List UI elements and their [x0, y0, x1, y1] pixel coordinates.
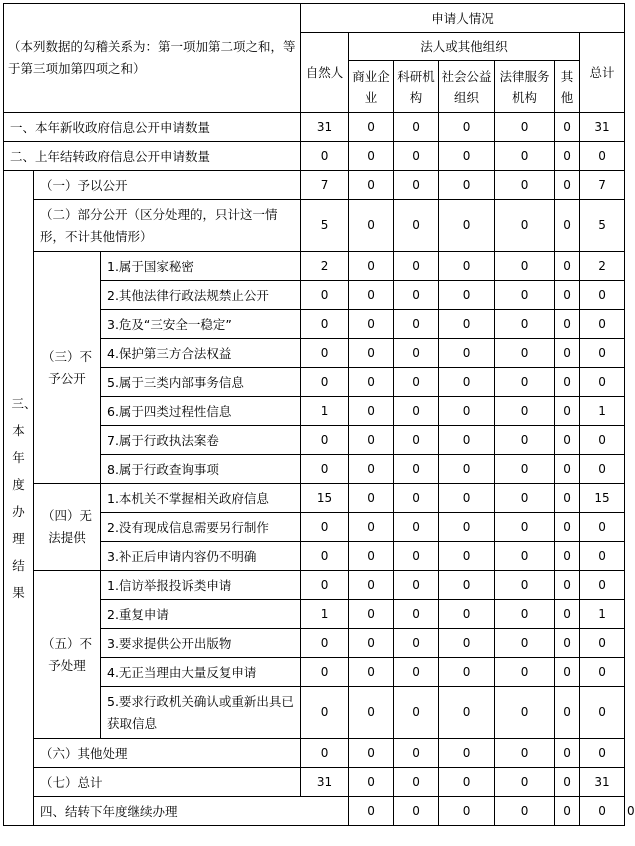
section-3-text: 三、本年度办理结果: [11, 396, 37, 600]
table-row: [4, 113, 625, 142]
row-label: 5.要求行政机关确认或重新出具已获取信息: [101, 687, 301, 739]
cell: 0: [439, 171, 495, 200]
cell: 0: [394, 142, 439, 171]
cell: 0: [555, 513, 580, 542]
cell: 0: [349, 339, 394, 368]
cell: 0: [301, 658, 349, 687]
cell: 0: [495, 113, 555, 142]
group-label: （五）不予处理: [34, 571, 101, 739]
row-label: （一）予以公开: [34, 171, 301, 200]
cell: 0: [495, 171, 555, 200]
cell: 0: [555, 368, 580, 397]
cell: 0: [555, 310, 580, 339]
cell: 0: [301, 739, 349, 768]
cell: 0: [349, 142, 394, 171]
cell: 0: [580, 797, 625, 826]
col-header-1: 科研机构: [394, 61, 439, 113]
row-label: 7.属于行政执法案卷: [101, 426, 301, 455]
cell: 0: [580, 739, 625, 768]
row-label: 3.危及“三安全一稳定”: [101, 310, 301, 339]
cell: 0: [495, 426, 555, 455]
row-label: 一、本年新收政府信息公开申请数量: [4, 113, 301, 142]
cell: 0: [580, 542, 625, 571]
cell: 0: [394, 797, 439, 826]
cell: 0: [301, 368, 349, 397]
cell: 31: [580, 113, 625, 142]
cell: 0: [301, 142, 349, 171]
row-label: 2.没有现成信息需要另行制作: [101, 513, 301, 542]
cell: 0: [439, 281, 495, 310]
cell: 0: [439, 339, 495, 368]
row-label: 1.信访举报投诉类申请: [101, 571, 301, 600]
cell: 0: [555, 739, 580, 768]
cell: 0: [495, 658, 555, 687]
cell: 5: [301, 200, 349, 252]
cell: 0: [349, 200, 394, 252]
row-label: （二）部分公开（区分处理的，只计这一情形，不计其他情形）: [34, 200, 301, 252]
cell: 0: [301, 281, 349, 310]
cell: 0: [580, 368, 625, 397]
table-row: [4, 142, 625, 171]
cell: 0: [495, 455, 555, 484]
cell: 0: [301, 542, 349, 571]
row-label: 2.重复申请: [101, 600, 301, 629]
table-row: [4, 252, 625, 281]
cell: 0: [394, 455, 439, 484]
cell: 0: [580, 142, 625, 171]
table-row: 四、结转下年度继续办理 0 0 0 0 0 0 0: [4, 797, 625, 826]
cell: 0: [439, 739, 495, 768]
cell: 0: [439, 397, 495, 426]
cell: 0: [555, 339, 580, 368]
cell: 0: [349, 571, 394, 600]
cell: 1: [580, 600, 625, 629]
cell: 0: [580, 281, 625, 310]
cell: 0: [349, 455, 394, 484]
row-label: 1.本机关不掌握相关政府信息: [101, 484, 301, 513]
cell: 0: [495, 629, 555, 658]
cell: 0: [301, 426, 349, 455]
applicant-header: 申请人情况: [301, 4, 625, 33]
cell: 0: [394, 310, 439, 339]
cell: 0: [439, 768, 495, 797]
cell: 0: [394, 113, 439, 142]
cell: 0: [555, 658, 580, 687]
cell: 0: [439, 252, 495, 281]
cell: 0: [301, 310, 349, 339]
cell: 0: [555, 687, 580, 739]
cell: 0: [439, 687, 495, 739]
cell: 0: [555, 281, 580, 310]
row-label: 3.要求提供公开出版物: [101, 629, 301, 658]
cell: 0: [555, 542, 580, 571]
cell: 0: [555, 252, 580, 281]
row-label: 5.属于三类内部事务信息: [101, 368, 301, 397]
cell: 0: [555, 455, 580, 484]
cell: 0: [555, 397, 580, 426]
cell: 0: [495, 739, 555, 768]
cell: 0: [439, 142, 495, 171]
cell: 31: [301, 768, 349, 797]
cell: 2: [301, 252, 349, 281]
cell: 0: [301, 455, 349, 484]
row-label: 2.其他法律行政法规禁止公开: [101, 281, 301, 310]
cell: 0: [580, 658, 625, 687]
cell: 0: [394, 542, 439, 571]
row-label: 二、上年结转政府信息公开申请数量: [4, 142, 301, 171]
cell: 0: [349, 768, 394, 797]
row-label: 8.属于行政查询事项: [101, 455, 301, 484]
cell: 0: [495, 484, 555, 513]
cell: 0: [394, 426, 439, 455]
cell: 0: [495, 687, 555, 739]
group-label: （三）不予公开: [34, 252, 101, 484]
cell: 0: [495, 397, 555, 426]
cell: 7: [301, 171, 349, 200]
cell: 0: [349, 542, 394, 571]
cell: 0: [439, 368, 495, 397]
cell: 0: [394, 658, 439, 687]
cell: 0: [349, 658, 394, 687]
cell: 0: [394, 200, 439, 252]
cell: 0: [495, 571, 555, 600]
cell: 0: [349, 739, 394, 768]
cell: 31: [301, 113, 349, 142]
cell: 0: [349, 513, 394, 542]
table-row: [4, 739, 625, 768]
cell: 0: [394, 252, 439, 281]
cell: 0: [349, 397, 394, 426]
cell: 0: [349, 797, 394, 826]
row-label: 4.保护第三方合法权益: [101, 339, 301, 368]
cell: 0: [394, 397, 439, 426]
cell: 0: [580, 687, 625, 739]
row-label: 6.属于四类过程性信息: [101, 397, 301, 426]
cell: 0: [580, 571, 625, 600]
cell: 0: [439, 484, 495, 513]
cell: 0: [439, 571, 495, 600]
row-label: 3.补正后申请内容仍不明确: [101, 542, 301, 571]
group-label: （四）无法提供: [34, 484, 101, 571]
cell: 0: [439, 513, 495, 542]
cell: 0: [555, 171, 580, 200]
table-row: [4, 571, 625, 600]
natural-person-header: 自然人: [301, 33, 349, 113]
cell: 0: [495, 200, 555, 252]
cell: 0: [439, 310, 495, 339]
cell: 0: [394, 513, 439, 542]
cell: 0: [439, 629, 495, 658]
cell: 0: [580, 629, 625, 658]
cell: 0: [439, 542, 495, 571]
cell: 0: [349, 687, 394, 739]
cell: 0: [555, 768, 580, 797]
cell: 0: [394, 339, 439, 368]
statistics-table: [3, 3, 635, 826]
cell: 0: [439, 797, 495, 826]
cell: 0: [495, 768, 555, 797]
cell: 0: [555, 113, 580, 142]
cell: 0: [495, 252, 555, 281]
cell: 0: [394, 281, 439, 310]
cell: 0: [580, 426, 625, 455]
table-row: [4, 484, 625, 513]
cell: 0: [439, 113, 495, 142]
cell: 0: [349, 252, 394, 281]
cell: 0: [301, 339, 349, 368]
col-header-3: 法律服务机构: [495, 61, 555, 113]
cell: 0: [349, 113, 394, 142]
cell: 0: [349, 426, 394, 455]
cell: 0: [394, 571, 439, 600]
col-header-0: 商业企业: [349, 61, 394, 113]
cell: 0: [394, 484, 439, 513]
cell: 0: [495, 600, 555, 629]
cell: 0: [495, 797, 555, 826]
cell: 0: [580, 339, 625, 368]
cell: 0: [349, 281, 394, 310]
cell: 0: [580, 310, 625, 339]
cell: 0: [495, 281, 555, 310]
header-note: （本列数据的勾稽关系为：第一项加第二项之和，等于第三项加第四项之和）: [4, 4, 301, 113]
cell: 0: [301, 513, 349, 542]
cell: 0: [439, 600, 495, 629]
cell: 0: [301, 571, 349, 600]
section-3-label: [4, 171, 37, 826]
cell: 0: [394, 687, 439, 739]
cell: 0: [439, 200, 495, 252]
cell: 5: [580, 200, 625, 252]
cell: 0: [349, 171, 394, 200]
cell: 7: [580, 171, 625, 200]
cell: 0: [555, 200, 580, 252]
row-label: （七）总计: [34, 768, 301, 797]
cell: 0: [301, 629, 349, 658]
cell: 0: [439, 426, 495, 455]
table-row: [4, 768, 625, 797]
cell: 0: [555, 797, 580, 826]
row-label: 四、结转下年度继续办理: [34, 797, 349, 826]
cell: 0: [580, 513, 625, 542]
col-header-2: 社会公益组织: [439, 61, 495, 113]
cell: 0: [394, 600, 439, 629]
cell: 0: [495, 142, 555, 171]
cell: 0: [349, 368, 394, 397]
cell: 2: [580, 252, 625, 281]
cell: 0: [555, 629, 580, 658]
cell: 1: [301, 397, 349, 426]
cell: 0: [555, 426, 580, 455]
cell: 0: [394, 171, 439, 200]
cell: 0: [439, 658, 495, 687]
cell: 15: [301, 484, 349, 513]
row-label: 4.无正当理由大量反复申请: [101, 658, 301, 687]
cell: 0: [394, 768, 439, 797]
table-row: [4, 200, 625, 252]
cell: 0: [495, 542, 555, 571]
cell: 0: [349, 310, 394, 339]
cell: 31: [580, 768, 625, 797]
row-label: 1.属于国家秘密: [101, 252, 301, 281]
cell: 0: [555, 484, 580, 513]
cell: 0: [394, 629, 439, 658]
cell: 0: [555, 571, 580, 600]
cell: 0: [495, 310, 555, 339]
cell: 1: [580, 397, 625, 426]
row-label: （六）其他处理: [34, 739, 301, 768]
cell: 0: [349, 484, 394, 513]
total-header: 总计: [580, 33, 625, 113]
cell: 0: [555, 142, 580, 171]
cell: 0: [394, 739, 439, 768]
legal-group-header: 法人或其他组织: [349, 33, 580, 61]
cell: 0: [439, 455, 495, 484]
cell: 1: [301, 600, 349, 629]
cell: 0: [495, 368, 555, 397]
cell: 0: [394, 368, 439, 397]
cell: 0: [349, 629, 394, 658]
cell: 0: [555, 600, 580, 629]
cell: 0: [495, 513, 555, 542]
col-header-4: 其他: [555, 61, 580, 113]
cell: 0: [580, 455, 625, 484]
cell: 0: [349, 600, 394, 629]
cell: 0: [301, 687, 349, 739]
table-row: [4, 171, 625, 200]
cell: 15: [580, 484, 625, 513]
cell: 0: [495, 339, 555, 368]
